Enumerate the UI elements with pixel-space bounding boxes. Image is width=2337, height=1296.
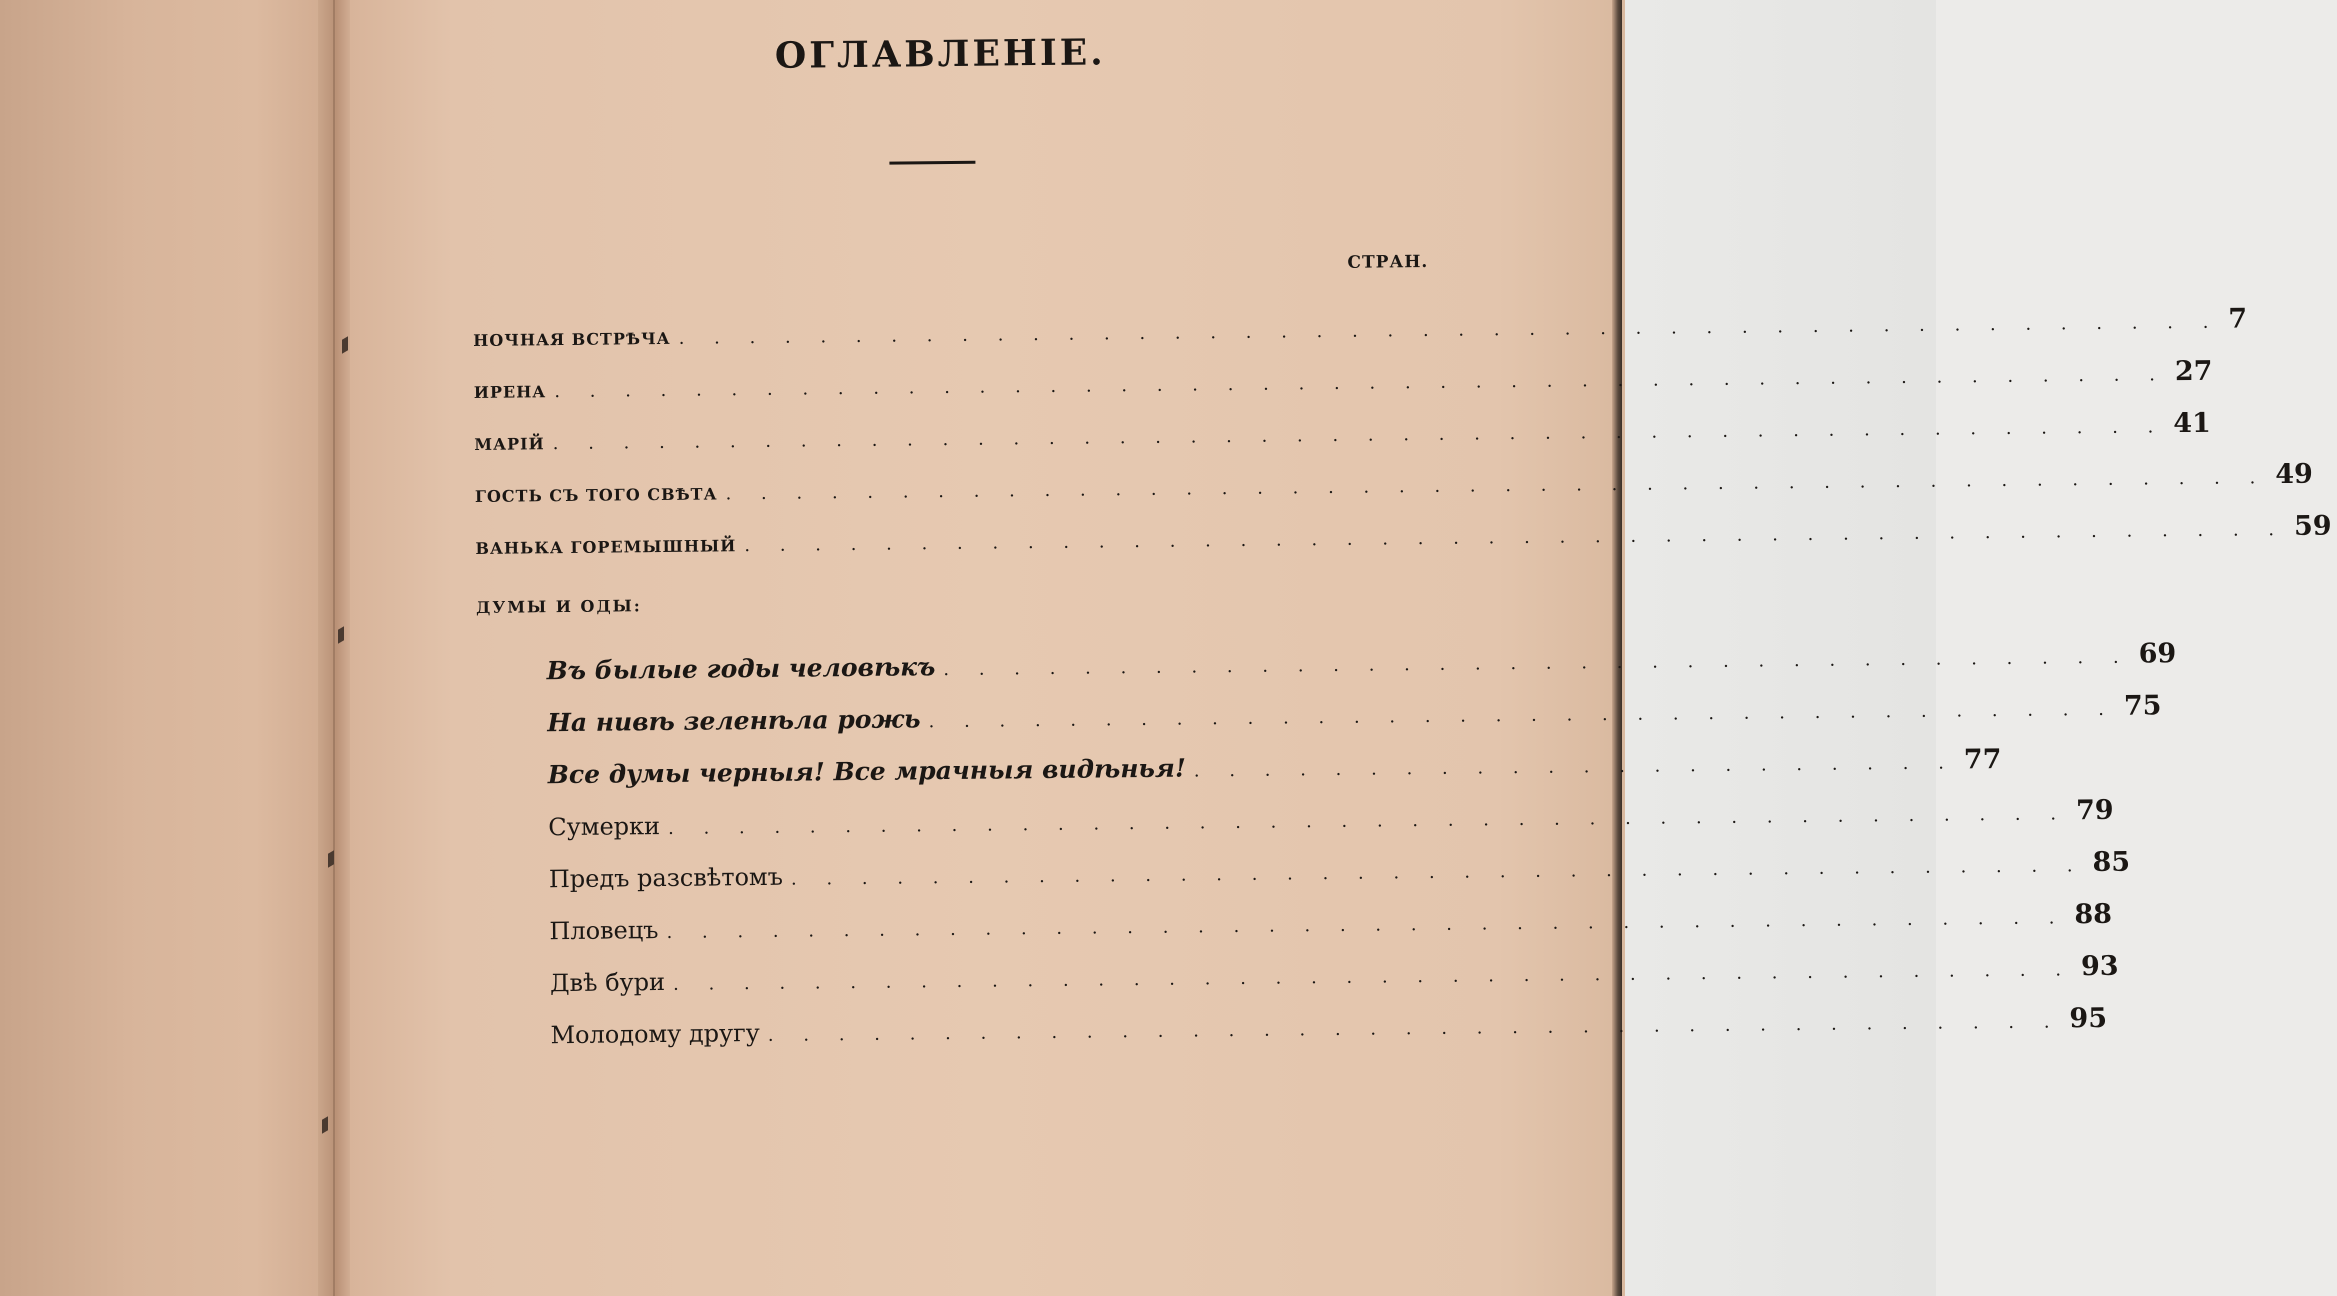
dot-leader: . . . . . . . . . . . . . . . . . . . . . . . . . . . . . . . . . . . . .: [767, 1011, 2062, 1046]
entry-title: Двѣ бури: [549, 968, 666, 998]
entry-page: 59: [2293, 510, 2332, 542]
entry-page: 79: [2075, 794, 2114, 827]
entry-title: Молодому другу: [550, 1019, 760, 1050]
entry-page: 7: [2228, 303, 2248, 335]
dot-leader: . . . . . . . . . . . . . . . . . . . . . . . . . . . . . . . . . .: [928, 698, 2117, 733]
entry-page: 75: [2123, 690, 2162, 722]
dot-leader: . . . . . . . . . . . . . . . . . . . . . . . . . . . . . . . . . .: [943, 646, 2131, 681]
entry-title: На нивѣ зеленѣла рожь: [547, 704, 921, 738]
entry-title: Пловецъ: [549, 916, 659, 946]
dot-leader: . . . . . . . . . . . . . . . . . . . . . . . . . . . . . . . . . . . . .: [790, 855, 2085, 890]
entry-title: ВАНЬКА ГОРЕМЫШНЫЙ: [475, 536, 737, 558]
dot-leader: . . . . . . . . . . . . . . . . . . . . . . . . . . . . . . . . . . . . . . . . . . . . . .: [552, 416, 2166, 455]
entry-title: Сумерки: [548, 812, 661, 842]
entry-title: Предъ разсвѣтомъ: [548, 862, 784, 894]
entry-page: 69: [2138, 638, 2177, 670]
cover-edge: [1612, 0, 1622, 1296]
dot-leader: . . . . . . . . . . . . . . . . . . . . . .: [1193, 752, 1956, 782]
entry-page: 85: [2092, 846, 2131, 879]
dot-leader: . . . . . . . . . . . . . . . . . . . . . . . . . . . . . . . . . . . . . . . .: [672, 959, 2074, 995]
pages-column-header: СТРАН.: [1347, 251, 1429, 273]
dot-leader: . . . . . . . . . . . . . . . . . . . . . . . . . . . . . . . . . . . . . . . . . . . .: [725, 467, 2268, 505]
dot-leader: . . . . . . . . . . . . . . . . . . . . . . . . . . . . . . . . . . . . . . . . . . . . . .: [554, 364, 2168, 403]
section-heading: ДУМЫ И ОДЫ:: [475, 596, 642, 617]
entry-page: 95: [2069, 1002, 2108, 1035]
entry-title: НОЧНАЯ ВСТРѢЧА: [473, 328, 671, 350]
entry-page: 77: [1963, 744, 2002, 776]
entry-title: ГОСТЬ СЪ ТОГО СВѢТА: [474, 484, 718, 506]
dot-leader: . . . . . . . . . . . . . . . . . . . . . . . . . . . . . . . . . . . . . . . .: [666, 907, 2067, 943]
entry-title: Въ былые годы человѣкъ: [546, 652, 936, 686]
entry-title: МАРІЙ: [474, 434, 545, 454]
entry-page: 93: [2080, 950, 2119, 983]
entry-page: 27: [2174, 355, 2213, 388]
entry-page: 88: [2074, 898, 2113, 931]
entry-title: ИРЕНА: [473, 382, 547, 402]
entry-page: 49: [2275, 458, 2313, 491]
gutter-fold-line: [333, 0, 335, 1296]
left-page: [0, 0, 340, 1296]
entry-page: 41: [2173, 407, 2212, 440]
dot-leader: . . . . . . . . . . . . . . . . . . . . . . . . . . . . . . . . . . . . . . . . . . . .: [678, 311, 2221, 349]
entry-title: Все думы черныя! Все мрачныя видѣнья!: [547, 753, 1186, 790]
toc-title: ОГЛАВЛЕНІЕ.: [774, 31, 1106, 77]
dot-leader: . . . . . . . . . . . . . . . . . . . . . . . . . . . . . . . . . . . . . . . .: [667, 803, 2069, 839]
dot-leader: . . . . . . . . . . . . . . . . . . . . . . . . . . . . . . . . . . . . . . . . . . . .: [744, 519, 2287, 557]
